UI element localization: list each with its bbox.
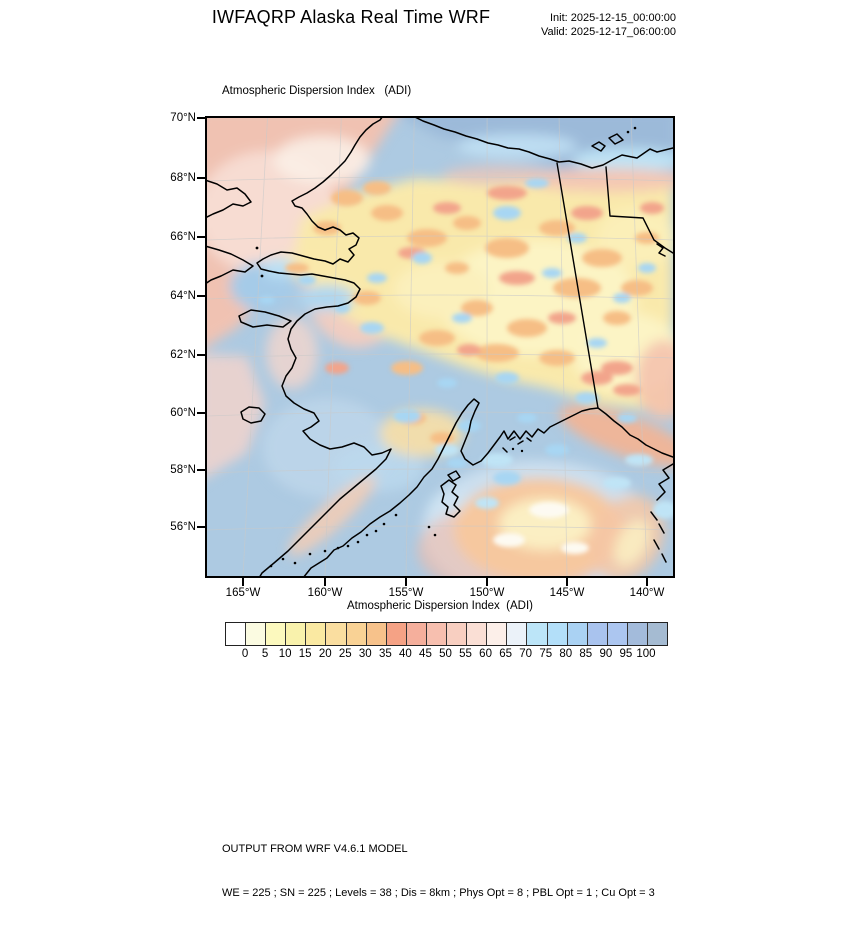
- model-timestamps: [420, 11, 676, 39]
- colorbar-tick-label: 55: [446, 648, 486, 660]
- lon-tick-label: 140°W: [617, 587, 677, 599]
- colorbar-tick-label: 30: [345, 648, 385, 660]
- lat-tick-mark: [197, 117, 206, 119]
- adi-map-canvas: [207, 118, 673, 576]
- lat-tick-mark: [197, 354, 206, 356]
- colorbar-cell: [367, 623, 387, 645]
- model-config-footer: [222, 813, 655, 929]
- colorbar-tick-label: 65: [486, 648, 526, 660]
- colorbar-tick-label: 60: [466, 648, 506, 660]
- lat-tick-mark: [197, 236, 206, 238]
- colorbar-tick-label: 80: [546, 648, 586, 660]
- colorbar-cell: [407, 623, 427, 645]
- colorbar-cell: [628, 623, 648, 645]
- colorbar-cell: [487, 623, 507, 645]
- colorbar-tick-label: 45: [405, 648, 445, 660]
- lat-tick-label: 70°N: [146, 111, 196, 125]
- colorbar-cell: [588, 623, 608, 645]
- lon-tick-mark: [646, 578, 648, 586]
- colorbar-tick-label: 35: [365, 648, 405, 660]
- page-title: IWFAQRP Alaska Real Time WRF: [180, 7, 522, 28]
- map-plot-area: [205, 116, 675, 578]
- colorbar-cell: [226, 623, 246, 645]
- colorbar-tick-label: 20: [305, 648, 345, 660]
- lat-tick-label: 68°N: [146, 171, 196, 185]
- colorbar-cell: [507, 623, 527, 645]
- footer-line1: OUTPUT FROM WRF V4.6.1 MODEL: [222, 842, 655, 857]
- colorbar-cell: [246, 623, 266, 645]
- colorbar-cell: [387, 623, 407, 645]
- lat-tick-label: 56°N: [146, 520, 196, 534]
- colorbar-cell: [427, 623, 447, 645]
- lat-tick-mark: [197, 177, 206, 179]
- lon-tick-label: 145°W: [537, 587, 597, 599]
- colorbar-tick-label: 50: [426, 648, 466, 660]
- init-time: Init: 2025-12-15_00:00:00: [420, 11, 676, 25]
- colorbar-tick-label: 75: [526, 648, 566, 660]
- colorbar-tick-label: 70: [506, 648, 546, 660]
- colorbar-tick-label: 5: [245, 648, 285, 660]
- colorbar-cell: [608, 623, 628, 645]
- colorbar-cell: [326, 623, 346, 645]
- lon-tick-label: 150°W: [457, 587, 517, 599]
- lon-tick-label: 165°W: [213, 587, 273, 599]
- lon-tick-label: 160°W: [295, 587, 355, 599]
- lon-tick-mark: [405, 578, 407, 586]
- colorbar-tick-label: 95: [606, 648, 646, 660]
- colorbar-cell: [286, 623, 306, 645]
- colorbar-cell: [467, 623, 487, 645]
- colorbar-tick-label: 25: [325, 648, 365, 660]
- lon-tick-mark: [486, 578, 488, 586]
- lat-tick-label: 66°N: [146, 230, 196, 244]
- colorbar-tick-label: 40: [385, 648, 425, 660]
- colorbar-tick-label: 85: [566, 648, 606, 660]
- colorbar-tick-label: 15: [285, 648, 325, 660]
- lat-tick-label: 62°N: [146, 348, 196, 362]
- map-subtitle: Atmospheric Dispersion Index (ADI): [222, 85, 411, 97]
- lon-tick-label: 155°W: [376, 587, 436, 599]
- lon-tick-mark: [324, 578, 326, 586]
- colorbar-cell: [568, 623, 588, 645]
- lon-tick-mark: [242, 578, 244, 586]
- valid-time: Valid: 2025-12-17_06:00:00: [420, 25, 676, 39]
- colorbar: [225, 622, 668, 646]
- x-axis-label: Atmospheric Dispersion Index (ADI): [290, 600, 590, 612]
- lat-tick-mark: [197, 526, 206, 528]
- lat-tick-label: 58°N: [146, 463, 196, 477]
- lat-tick-mark: [197, 295, 206, 297]
- colorbar-cell: [306, 623, 326, 645]
- lat-tick-mark: [197, 412, 206, 414]
- colorbar-cell: [548, 623, 568, 645]
- lon-tick-mark: [566, 578, 568, 586]
- colorbar-cell: [648, 623, 667, 645]
- lat-tick-mark: [197, 469, 206, 471]
- colorbar-cell: [347, 623, 367, 645]
- colorbar-tick-label: 0: [225, 648, 265, 660]
- lat-tick-label: 64°N: [146, 289, 196, 303]
- lat-tick-label: 60°N: [146, 406, 196, 420]
- footer-line2: WE = 225 ; SN = 225 ; Levels = 38 ; Dis = 8km ; Phys Opt = 8 ; PBL Opt = 1 ; Cu Opt = 3: [222, 886, 655, 901]
- colorbar-cell: [266, 623, 286, 645]
- colorbar-tick-label: 10: [265, 648, 305, 660]
- colorbar-tick-label: 90: [586, 648, 626, 660]
- colorbar-cell: [447, 623, 467, 645]
- colorbar-tick-label: 100: [626, 648, 666, 660]
- colorbar-cell: [527, 623, 547, 645]
